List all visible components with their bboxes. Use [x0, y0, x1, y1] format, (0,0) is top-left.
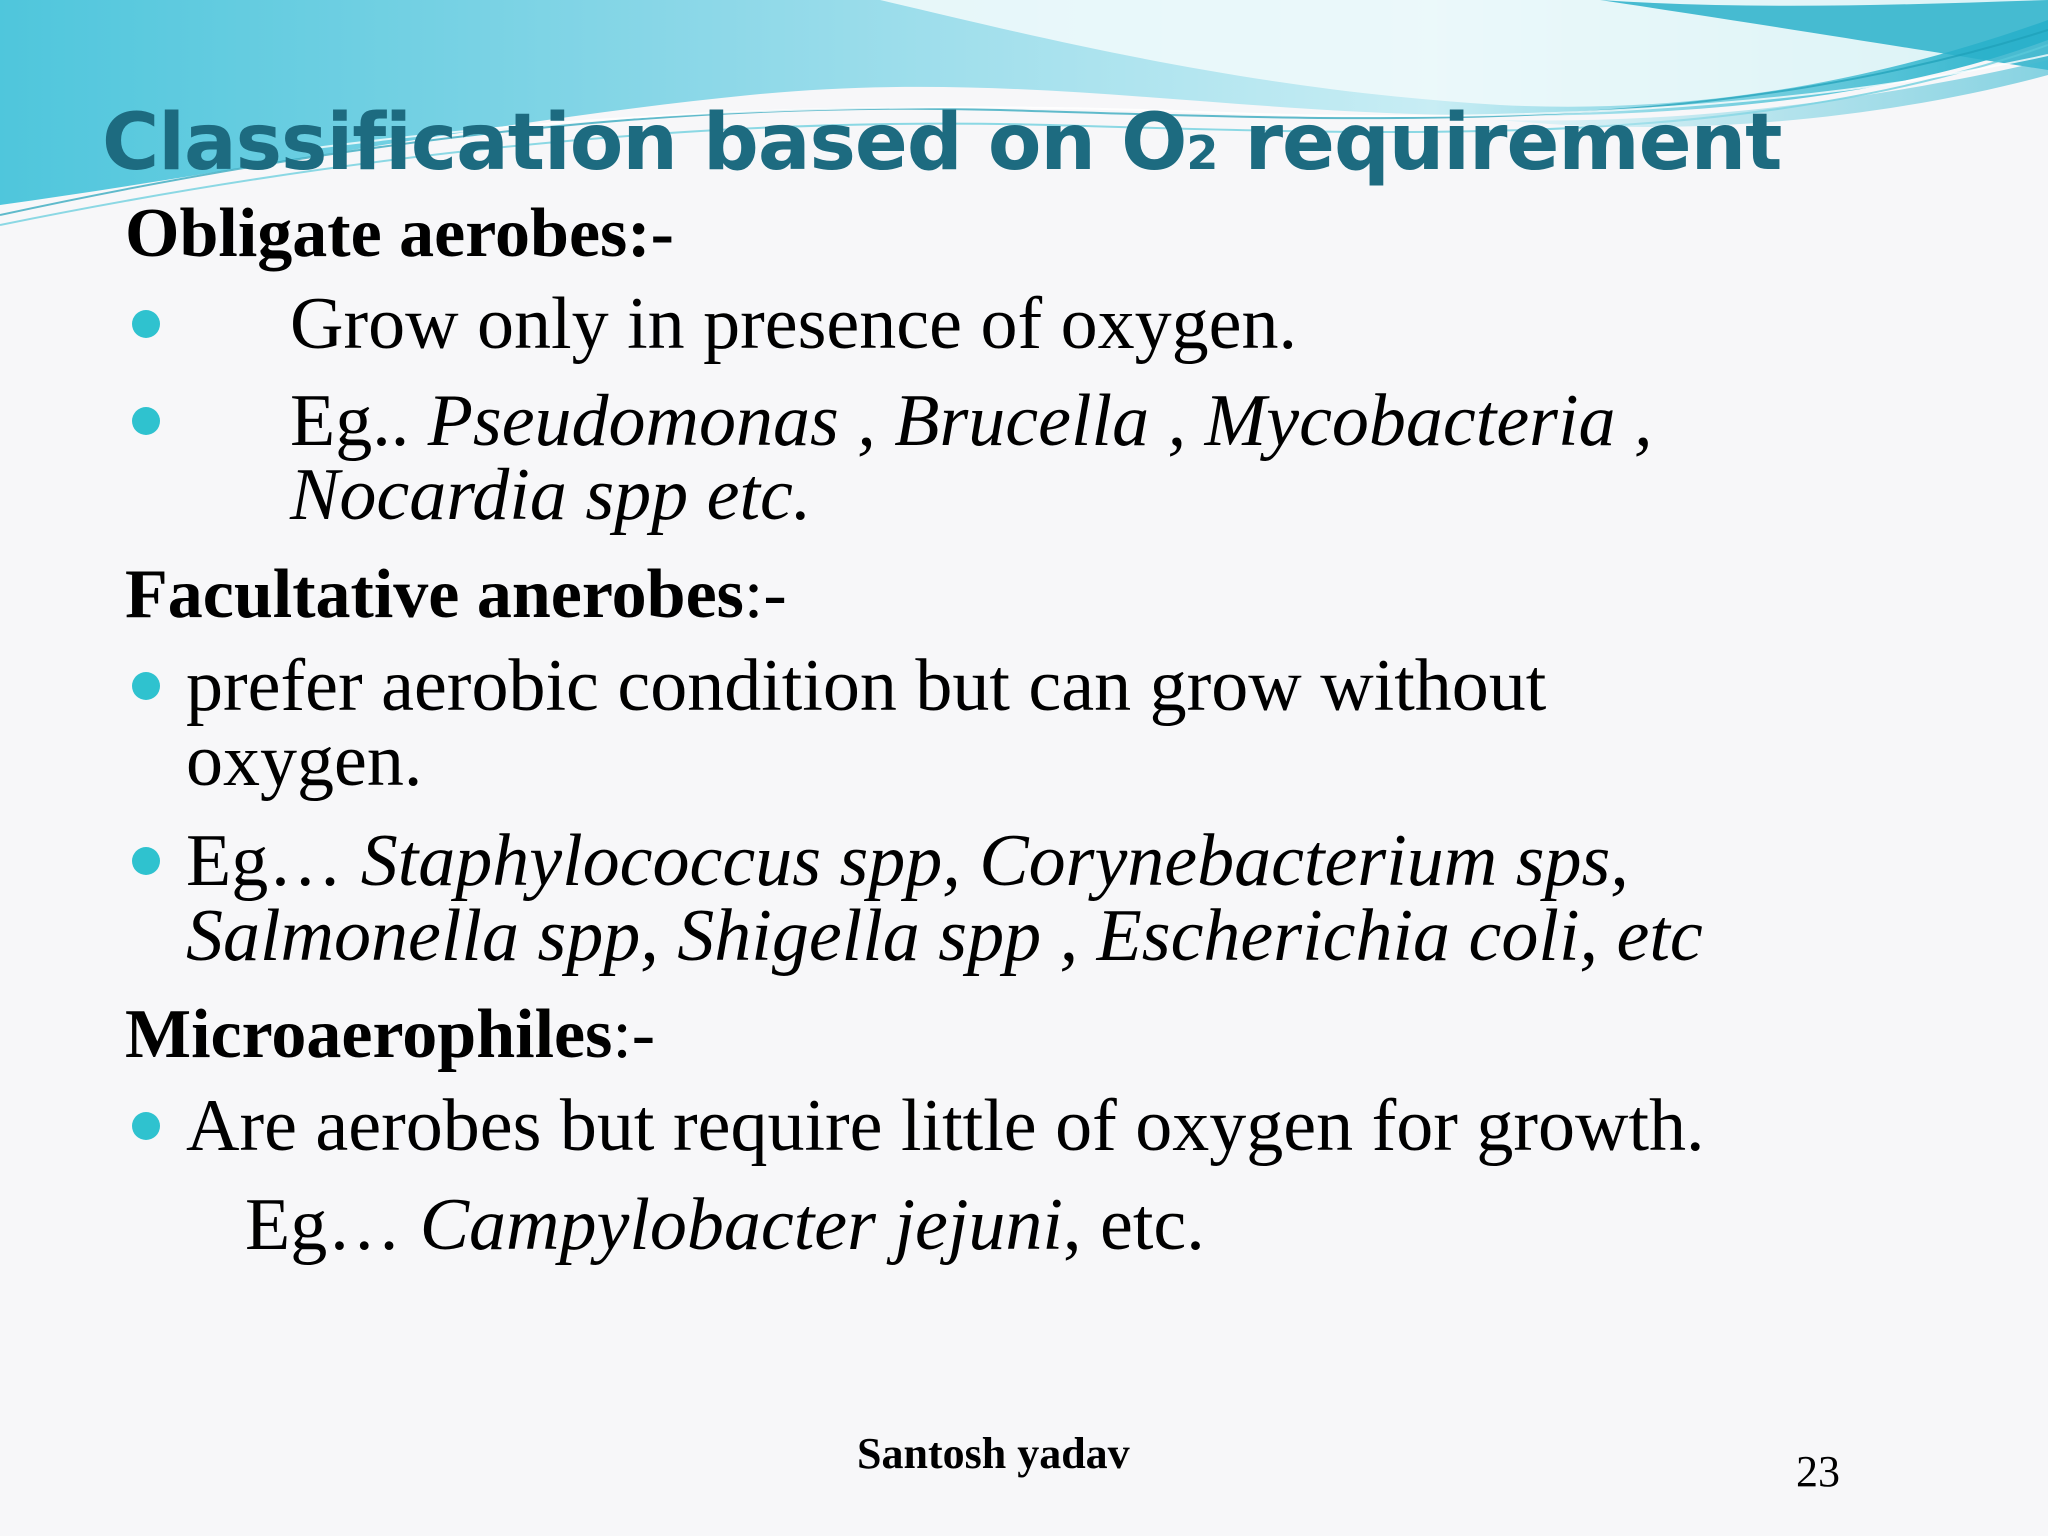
- obligate-eg-species-1: Pseudomonas , Brucella , Mycobacteria ,: [427, 380, 1653, 462]
- heading-microaerophiles: [125, 996, 656, 1073]
- heading-obligate-text: Obligate aerobes:-: [125, 195, 674, 272]
- title-end-text: requirement: [1218, 98, 1782, 188]
- facultative-bullet-1-line-2: oxygen.: [186, 720, 423, 802]
- micro-eg-prefix: Eg…: [245, 1184, 420, 1266]
- page-number: 23: [1796, 1447, 1840, 1496]
- bullet-icon: [132, 847, 160, 875]
- heading-micro-suffix: :-: [612, 996, 656, 1073]
- obligate-bullet-1: Grow only in presence of oxygen.: [290, 283, 1297, 365]
- footer-author: Santosh yadav: [857, 1429, 1130, 1478]
- facultative-eg-species-1: Staphylococcus spp, Corynebacterium sps,: [360, 820, 1629, 902]
- obligate-eg-prefix: Eg..: [290, 380, 428, 462]
- micro-eg-species: Campylobacter jejuni: [419, 1184, 1063, 1266]
- facultative-bullet-2-line-2: [186, 895, 1703, 977]
- obligate-bullet-2-line-1: [290, 380, 1653, 462]
- heading-facultative-suffix: :-: [743, 556, 787, 633]
- micro-bullet-1: Are aerobes but require little of oxygen for growth.: [186, 1085, 1705, 1167]
- heading-facultative-text: Facultative anerobes: [125, 556, 744, 633]
- bullet-icon: [132, 310, 160, 338]
- title-subscript: 2: [1186, 126, 1219, 180]
- facultative-bullet-1-line-1: prefer aerobic condition but can grow without: [186, 645, 1547, 727]
- heading-obligate-aerobes: [125, 195, 674, 272]
- bullet-icon: [132, 672, 160, 700]
- bullet-icon: [132, 1112, 160, 1140]
- obligate-bullet-2-line-2: [290, 454, 812, 536]
- title-main-text: Classification based on O: [102, 98, 1187, 188]
- heading-facultative-anerobes: [125, 556, 787, 633]
- facultative-bullet-2-line-1: [186, 820, 1629, 902]
- micro-example: [245, 1184, 1205, 1266]
- micro-eg-suffix: , etc.: [1062, 1184, 1205, 1266]
- slide-title: [102, 98, 1782, 188]
- facultative-eg-prefix: Eg…: [186, 820, 361, 902]
- heading-micro-text: Microaerophiles: [125, 996, 613, 1073]
- facultative-eg-species-2: Salmonella spp, Shigella spp , Escherichia coli, etc: [186, 895, 1703, 977]
- obligate-eg-species-2: Nocardia spp etc.: [290, 454, 812, 536]
- bullet-icon: [132, 407, 160, 435]
